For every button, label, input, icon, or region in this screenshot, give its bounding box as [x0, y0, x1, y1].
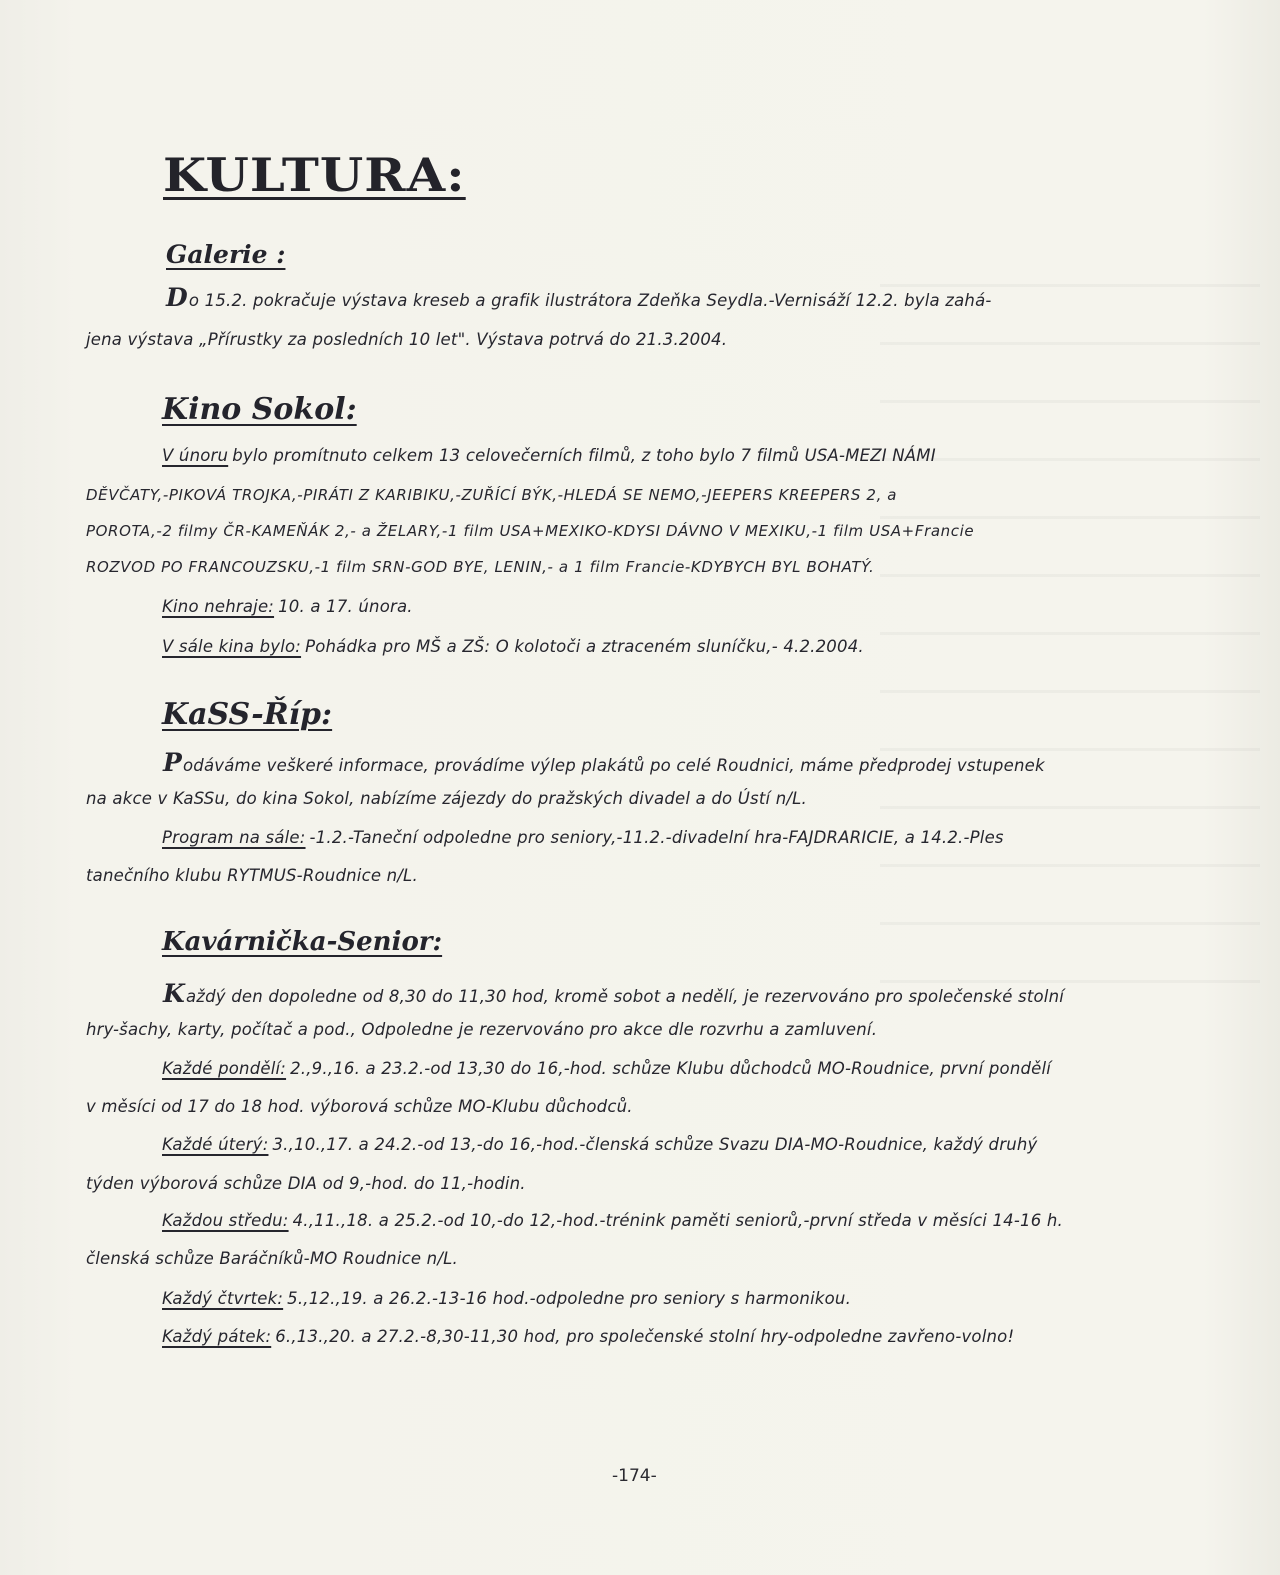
kass-lead-program: Program na sále:: [162, 828, 306, 847]
kino-line-4: ROZVOD PO FRANCOUZSKU,-1 film SRN-GOD BYE, LENIN,- a 1 film Francie-KDYBYCH BYL BOHATÝ.: [86, 558, 875, 576]
kav-lead-ctvrtek: Každý čtvrtek:: [162, 1289, 284, 1308]
kino-line-1: [162, 446, 936, 465]
kav-text-10: 6.,13.,20. a 27.2.-8,30-11,30 hod, pro společenské stolní hry-odpoledne zavřeno-volno!: [275, 1327, 1015, 1346]
page-number: -174-: [612, 1466, 657, 1486]
kino-line-3: POROTA,-2 filmy ČR-KAMEŇÁK 2,- a ŽELARY,-1 film USA+MEXIKO-KDYSI DÁVNO V MEXIKU,-1 film USA+Francie: [86, 522, 975, 540]
kav-line-10: [162, 1327, 1014, 1346]
kav-line-5: [162, 1135, 1037, 1154]
kav-lead-utery: Každé úterý:: [162, 1135, 269, 1154]
kav-line-2: hry-šachy, karty, počítač a pod., Odpoledne je rezervováno pro akce dle rozvrhu a zamluvení.: [86, 1020, 878, 1039]
kav-text-9: 5.,12.,19. a 26.2.-13-16 hod.-odpoledne pro seniory s harmonikou.: [287, 1289, 852, 1308]
heading-kass-rip: KaSS-Říp:: [162, 697, 333, 732]
kino-line-5: [162, 597, 413, 616]
kav-lead-patek: Každý pátek:: [162, 1327, 272, 1346]
bleed-through-texture: [880, 240, 1260, 1000]
kav-line-9: [162, 1289, 851, 1308]
galerie-line-2: jena výstava „Přírustky za posledních 10 let". Výstava potrvá do 21.3.2004.: [86, 330, 728, 349]
kav-line-6: týden výborová schůze DIA od 9,-hod. do 11,-hodin.: [86, 1174, 526, 1193]
kav-line-7: [162, 1211, 1063, 1230]
galerie-text-1: o 15.2. pokračuje výstava kreseb a grafik ilustrátora Zdeňka Seydla.-Vernisáží 12.2. byla zahá-: [188, 291, 992, 310]
kav-text-3: 2.,9.,16. a 23.2.-od 13,30 do 16,-hod. schůze Klubu důchodců MO-Roudnice, první pondělí: [290, 1059, 1052, 1078]
kass-initial: P: [163, 748, 182, 777]
kav-line-1: [163, 979, 1064, 1008]
kass-text-1: odáváme veškeré informace, provádíme výlep plakátů po celé Roudnici, máme předprodej vstupenek: [183, 756, 1045, 775]
heading-kavarnicka-senior: Kavárnička-Senior:: [162, 927, 443, 957]
kino-line-6: [162, 637, 864, 656]
kav-initial: K: [163, 979, 185, 1008]
kav-text-7: 4.,11.,18. a 25.2.-od 10,-do 12,-hod.-trénink paměti seniorů,-první středa v měsíci 14-16 h.: [292, 1211, 1063, 1230]
kass-line-2: na akce v KaSSu, do kina Sokol, nabízíme zájezdy do pražských divadel a do Ústí n/L.: [86, 789, 807, 808]
kav-text-5: 3.,10.,17. a 24.2.-od 13,-do 16,-hod.-členská schůze Svazu DIA-MO-Roudnice, každý druhý: [272, 1135, 1038, 1154]
kino-lead-v-sale: V sále kina bylo:: [162, 637, 302, 656]
kass-line-4: tanečního klubu RYTMUS-Roudnice n/L.: [86, 866, 418, 885]
heading-galerie: Galerie :: [166, 240, 286, 269]
kass-line-3: [162, 828, 1004, 847]
galerie-line-1: [166, 283, 992, 312]
kino-text-5: 10. a 17. února.: [278, 597, 413, 616]
kino-text-1: bylo promítnuto celkem 13 celovečerních filmů, z toho bylo 7 filmů USA-MEZI NÁMI: [232, 446, 936, 465]
kass-text-3: -1.2.-Taneční odpoledne pro seniory,-11.2.-divadelní hra-FAJDRARICIE, a 14.2.-Ples: [309, 828, 1004, 847]
kass-line-1: [163, 748, 1045, 777]
kav-line-3: [162, 1059, 1051, 1078]
kino-lead-unoru: V únoru: [162, 446, 229, 465]
galerie-initial: D: [166, 283, 188, 312]
kav-text-1: aždý den dopoledne od 8,30 do 11,30 hod, kromě sobot a nedělí, je rezervováno pro společenské stolní: [185, 987, 1065, 1006]
kino-line-2: DĚVČATY,-PIKOVÁ TROJKA,-PIRÁTI Z KARIBIKU,-ZUŘÍCÍ BÝK,-HLEDÁ SE NEMO,-JEEPERS KREEPERS 2, a: [86, 486, 898, 504]
kav-line-8: členská schůze Baráčníků-MO Roudnice n/L.: [86, 1249, 458, 1268]
kino-lead-nehraje: Kino nehraje:: [162, 597, 275, 616]
kino-text-6: Pohádka pro MŠ a ZŠ: O kolotoči a ztraceném sluníčku,- 4.2.2004.: [305, 637, 864, 656]
heading-kino-sokol: Kino Sokol:: [162, 392, 357, 427]
kav-lead-streda: Každou středu:: [162, 1211, 289, 1230]
kav-lead-pondeli: Každé pondělí:: [162, 1059, 287, 1078]
page-title: KULTURA:: [163, 148, 466, 202]
kav-line-4: v měsíci od 17 do 18 hod. výborová schůze MO-Klubu důchodců.: [86, 1097, 633, 1116]
